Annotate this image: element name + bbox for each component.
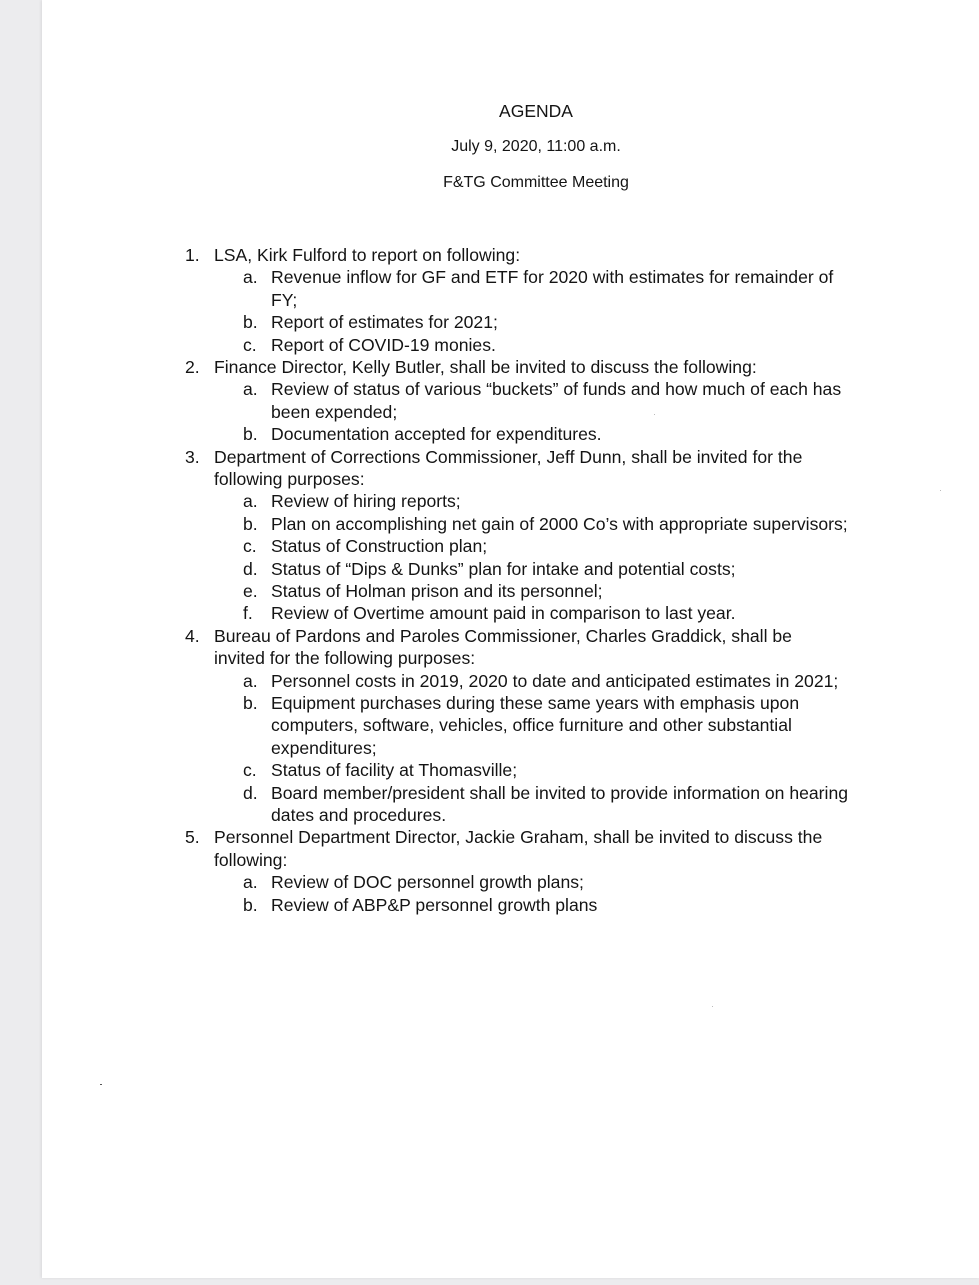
sub-item-text: FY;	[271, 289, 298, 310]
sub-item-text: Status of Holman prison and its personnel;	[271, 581, 603, 601]
sub-item-text: Report of COVID-19 monies.	[271, 334, 496, 355]
sub-item-text: Documentation accepted for expenditures.	[271, 424, 602, 445]
sub-item-letter: e.	[243, 581, 258, 601]
meeting-name: F&TG Committee Meeting	[443, 174, 629, 191]
sub-item-text: Review of Overtime amount paid in comparison to last year.	[271, 603, 736, 624]
agenda-title: AGENDA	[499, 101, 573, 121]
sub-item-letter: c.	[243, 760, 257, 781]
sub-item-text: Status of Construction plan;	[271, 536, 488, 557]
sub-item-text: Equipment purchases during these same years with emphasis upon	[271, 693, 800, 713]
sub-item-letter: c.	[243, 334, 257, 355]
item-number: 2.	[185, 357, 200, 377]
sub-item-text: Revenue inflow for GF and ETF for 2020 with estimates for remainder of	[271, 267, 834, 288]
sub-item-letter: b.	[243, 513, 258, 534]
agenda-item-text: LSA, Kirk Fulford to report on following:	[214, 245, 521, 265]
sub-item-text: Personnel costs in 2019, 2020 to date and anticipated estimates in 2021;	[271, 670, 839, 691]
sub-item-text: computers, software, vehicles, office furniture and other substantial	[271, 715, 792, 736]
sub-item-letter: d.	[243, 782, 258, 803]
sub-item-letter: b.	[243, 424, 258, 445]
agenda-item-text: Bureau of Pardons and Paroles Commissioner, Charles Graddick, shall be	[214, 625, 792, 646]
item-number: 1.	[185, 245, 200, 265]
sub-item-letter: a.	[243, 491, 258, 512]
sub-item-text: expenditures;	[271, 737, 377, 758]
item-number: 3.	[185, 446, 200, 467]
sub-item-text: Status of “Dips & Dunks” plan for intake and potential costs;	[271, 558, 736, 579]
item-number: 4.	[185, 625, 200, 646]
item-number: 5.	[185, 827, 200, 848]
sub-item-letter: b.	[243, 312, 258, 333]
scan-speck	[940, 490, 941, 491]
sub-item-text: Review of hiring reports;	[271, 491, 461, 512]
sub-item-text: Plan on accomplishing net gain of 2000 Co’s with appropriate supervisors;	[271, 513, 848, 534]
agenda-item-text: invited for the following purposes:	[214, 648, 476, 669]
sub-item-text: Review of ABP&P personnel growth plans	[271, 894, 598, 915]
scan-speck	[654, 414, 655, 415]
meeting-date: July 9, 2020, 11:00 a.m.	[451, 138, 621, 155]
scan-mark	[100, 1084, 102, 1085]
agenda-item-text: Department of Corrections Commissioner, Jeff Dunn, shall be invited for the	[214, 446, 803, 467]
sub-item-letter: a.	[243, 379, 258, 400]
agenda-item-text: Personnel Department Director, Jackie Graham, shall be invited to discuss the	[214, 827, 823, 848]
agenda-item-text: following purposes:	[214, 469, 365, 489]
sub-item-letter: c.	[243, 536, 257, 557]
sub-item-text: Report of estimates for 2021;	[271, 312, 498, 333]
sub-item-letter: d.	[243, 558, 258, 579]
scan-speck	[712, 1006, 713, 1007]
sub-item-letter: b.	[243, 894, 258, 915]
sub-item-text: Board member/president shall be invited to provide information on hearing	[271, 782, 849, 803]
sub-item-letter: a.	[243, 267, 258, 288]
sub-item-text: Status of facility at Thomasville;	[271, 760, 518, 781]
document-page	[42, 0, 979, 1278]
sub-item-text: Review of status of various “buckets” of funds and how much of each has	[271, 379, 842, 400]
sub-item-letter: b.	[243, 693, 258, 713]
agenda-item-text: following:	[214, 849, 288, 870]
agenda-item-text: Finance Director, Kelly Butler, shall be invited to discuss the following:	[214, 357, 757, 377]
sub-item-text: dates and procedures.	[271, 805, 447, 825]
sub-item-letter: f.	[243, 603, 253, 624]
sub-item-letter: a.	[243, 872, 258, 893]
sub-item-text: been expended;	[271, 401, 398, 422]
sub-item-text: Review of DOC personnel growth plans;	[271, 872, 584, 893]
sub-item-letter: a.	[243, 670, 258, 691]
